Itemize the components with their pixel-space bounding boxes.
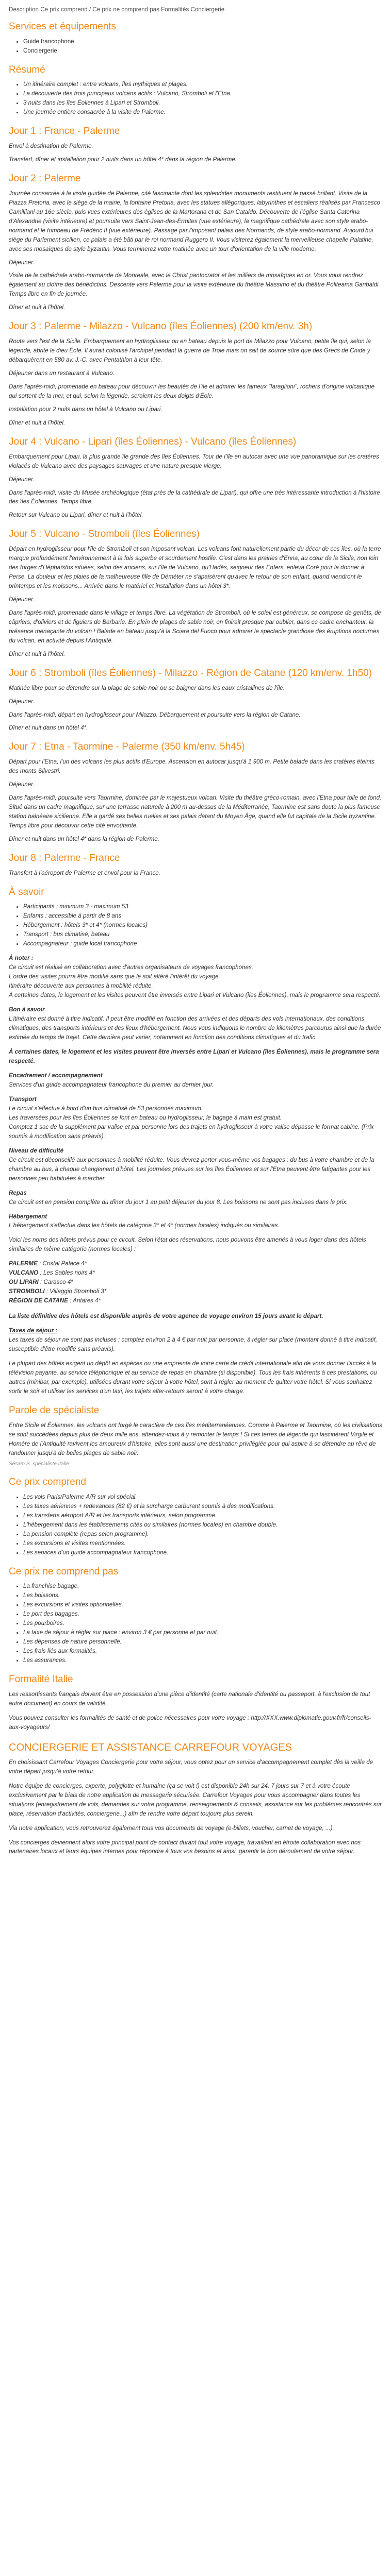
block-paragraph: À certaines dates, le logement et les visites peuvent être inversés entre Lipari et Vulcano (îles Éoliennes), mais le programme sera respecté. [9,1048,379,1064]
day-paragraph: Départ pour l'Etna, l'un des volcans les plus actifs d'Europe. Ascension en autocar jusqu'à 1 900 m. Petite balade dans les cratères éteints des monts Silvestri. [9,758,374,775]
comprend-item: • Les vols Paris/Palerme A/R sur vol spécial. [23,1493,382,1502]
comprend-item: • Les services d'un guide accompagnateur francophone. [23,1548,382,1557]
services-title: Services et équipements [9,21,117,32]
hotel-row: PALERME : Cristal Palace 4* [9,1260,87,1267]
block-paragraph: Ce circuit est réalisé en collaboration avec d'autres organisateurs de voyages francophones. [9,964,253,971]
day-paragraph: Transfert à l'aéroport de Palerme et envol pour la France. [9,869,160,876]
block-paragraph: Ce circuit est en pension complète du dîner du jour 1 au petit déjeuner du jour 8. Les boissons ne sont pas incluses dans le prix. [9,1198,348,1206]
concierge-paragraph: Via notre application, vous retrouverez également tous vos documents de voyage (e-billets, voucher, carnet de voyage, ...). [9,1824,334,1832]
formalite-section [9,1673,382,1732]
block-label: Bon à savoir [9,1006,45,1013]
nec-section [9,1566,382,1665]
nec-item: • La taxe de séjour à régler sur place : environ 3 € par personne et par nuit. [23,1628,382,1637]
savoir-title: À savoir [9,886,44,897]
savoir-section [9,886,382,1396]
day-paragraph: Déjeuner. [9,698,35,705]
block-paragraph: Ce circuit est déconseillé aux personnes à mobilité réduite. Vous devrez porter vous-même vos bagages : du bus à votre chambre et de la chambre au bus, à chaque changement d'hôtel. Les journées prévues sur les îles Éoliennes et sur l'Etna peuvent être fatigantes pour les personnes peu habituées à marcher. [9,1156,374,1182]
hotel-city: OU LIPARI [9,1279,39,1286]
nec-item: • Les boissons. [23,1591,382,1600]
day-paragraph: Route vers l'est de la Sicile. Embarquement en hydroglisseur ou en bateau depuis le port de Milazzo pour Vulcano, petite île qui, selon la légende, abrite le dieu Éole. Il aurait colonisé l'archipel pendant la guerre de Troie mais on sait de source sûre que des Grecs de Cnide y débarquèrent en 580 av. J.-C. avec Pentathlon à leur tête. [9,338,371,364]
day-paragraph: Déjeuner. [9,596,35,603]
day-paragraph: Visite de la cathédrale arabo-normande de Monreale, avec le Christ pantocrator et les milliers de mosaïques en or. Vous vous rendrez également au cloître des bénédictins. Descente vers Palerme pour la visite extérieure du théâtre Massimo et du théâtre Politeama Garibaldi. Temps libre en fin de journée. [9,272,380,298]
day-5-section [9,528,382,658]
day-paragraph: Dans l'après-midi, promenade dans le village et temps libre. La végétation de Stromboli, où le soleil est généreux, se compose de genêts, de câpriers, d'oliviers et de figuiers de Barbarie. En plein de plages de sable noir, on finirait presque par oublier, dans ce cadre enchanteur, la présence menaçante du volcan ! Balade en bateau jusqu'à la Sciara del Fuoco pour admirer le spectacle grandiose des éruptions nocturnes du volcan, en activité depuis l'Antiquité. [9,609,382,644]
day-title: Jour 8 : Palerme - France [9,852,120,863]
block-paragraph: À certaines dates, le logement et les visites peuvent être inversés entre Lipari et Vulcano (îles Éoliennes), mais le programme sera respecté. [9,992,381,999]
block-paragraph: Itinéraire découverte aux personnes à mobilité réduite. [9,982,153,990]
day-paragraph: Matinée libre pour se détendre sur la plage de sable noir ou se baigner dans les eaux cristallines de l'île. [9,684,285,691]
hotel-city: VULCANO [9,1269,39,1277]
day-6-section [9,667,382,733]
comprend-list [9,1493,382,1557]
day-paragraph: Dans l'après-midi, promenade en bateau pour découvrir les beautés de l'île et admirer les fameux "faraglioni", rochers d'origine volcanique qui sortent de la mer, et qui, selon la légende, seraient les deux doigts d'Éole. [9,383,374,399]
resume-title: Résumé [9,64,45,75]
services-item: • Conciergerie [23,46,382,56]
block-paragraph: L'ordre des visites pourra être modifié sans que le soit altéré l'intérêt du voyage. [9,973,220,980]
resume-list [9,80,382,117]
services-item: • Guide francophone [23,37,382,46]
taxes-label: Taxes de séjour : [9,1327,58,1334]
day-paragraph: Dîner et nuit dans un hôtel 4* dans la région de Palerme. [9,835,159,842]
hotel-name: Cristal Palace 4* [42,1260,87,1267]
resume-section [9,64,382,117]
concierge-section [9,1741,382,1857]
day-3-section [9,320,382,428]
day-paragraph: Transfert, dîner et installation pour 2 nuits dans un hôtel 4* dans la région de Palerme. [9,156,237,163]
hotel-name: Carasco 4* [43,1279,73,1286]
nec-item: • Les pourboires. [23,1619,382,1628]
nec-item: • Les assurances. [23,1656,382,1665]
parole-section [9,1404,382,1468]
block-paragraph: L'hébergement s'effectue dans les hôtels de catégorie 3* et 4* (normes locales) indiqués ou similaires. [9,1222,280,1229]
savoir-item: • Accompagnateur : guide local francophone [23,939,382,948]
day-paragraph: Dîner et nuit dans un hôtel 4*. [9,724,88,732]
day-8-section [9,852,382,878]
hotel-row: RÉGION DE CATANE : Antares 4* [9,1297,101,1304]
day-paragraph: Déjeuner. [9,781,35,788]
savoir-item: • Enfants : accessible à partir de 8 ans [23,911,382,921]
concierge-paragraph: Notre équipe de concierges, experte, polyglotte et humaine (ça se voit !) est disponible 24h sur 24, 7 jours sur 7 et à votre écoute exclusivement par le biais de notre application de messagerie sécurisée. Carrefour Voyages pour vous accompagner dans toutes les situations (enregistrement de vols, demandes sur votre programme, renseignements & conseils, assistance sur les problèmes rencontrés sur place, réservation d'activités, conciergerie...) afin de rendre votre départ toujours plus serein. [9,1782,382,1817]
nec-list [9,1582,382,1665]
savoir-item: • Transport : bus climatisé, bateau [23,930,382,939]
savoir-item: • Participants : minimum 3 - maximum 53 [23,902,382,911]
day-4-section [9,436,382,520]
day-paragraph: Dans l'après-midi, visite du Musée archéologique (état près de la cathédrale de Lipari), qui offre une très intéressante introduction à l'histoire des îles Éoliennes. Temps libre. [9,489,380,505]
day-paragraph: Départ en hydroglisseur pour l'île de Stromboli et son imposant volcan. Les volcans font naturellement partie du décor de ces îles, où la terre marque profondément l'environnement à la fois superbe et sourdement hostile. C'est dans les prairies d'Enna, au cœur de la Sicile, non loin des forges d'Héphaïstos situées, selon des anciens, sur l'île de Vulcano, qu'Hadès, seigneur des Enfers, enleva Coré pour la donner à Perse. La douleur et les plaies de la malheureuse fille de Déméter ne s'apaisèrent qu'avec le retour de son enfant, quand viendront le printemps et les moissons... Arrivée dans le matériel et installation dans un hôtel 3*. [9,546,381,590]
day-paragraph: Dans l'après-midi, départ en hydroglisseur pour Milazzo. Débarquement et poursuite vers la région de Catane. [9,711,301,718]
formalite-paragraph: Vous pouvez consulter les formalités de santé et de police nécessaires pour votre voyage : http://XXX.www.diplomatie.gouv.fr/fr/conseils-aux-voyageurs/ [9,1714,371,1731]
hotel-city: RÉGION DE CATANE [9,1297,68,1304]
day-title: Jour 7 : Etna - Taormine - Palerme (350 km/env. 5h45) [9,741,245,753]
comprend-item: • L'hébergement dans les établissements cités ou similaires (normes locales) en chambre double. [23,1520,382,1530]
day-title: Jour 5 : Vulcano - Stromboli (îles Éoliennes) [9,529,200,540]
comprend-title: Ce prix comprend [9,1477,86,1488]
resume-item: • 3 nuits dans les îles Éoliennes à Lipari et Stromboli. [23,98,382,108]
services-list [9,37,382,56]
parole-title: Parole de spécialiste [9,1404,100,1416]
services-section [9,21,382,56]
hotel-name: Les Sables noirs 4* [43,1269,95,1277]
comprend-item: • Les excursions et visites mentionnées. [23,1539,382,1548]
concierge-paragraph: Vos concierges deviennent alors votre principal point de contact durant tout votre voyage, travaillant en étroite collaboration avec nos partenaires locaux et leurs équipes internes pour répondre à tous vos besoins et ainsi, garantir le bon déroulement de votre séjour. [9,1839,361,1855]
day-paragraph: Envol à destination de Palerme. [9,143,93,150]
day-title: Jour 3 : Palerme - Milazzo - Vulcano (îles Éoliennes) (200 km/env. 3h) [9,321,313,332]
hotel-row: OU LIPARI : Carasco 4* [9,1279,73,1286]
day-paragraph: Retour sur Vulcano ou Lipari, dîner et nuit à l'hôtel. [9,512,143,519]
hotel-city: PALERME [9,1260,38,1267]
day-paragraph: Déjeuner. [9,476,35,483]
nec-item: • Les dépenses de nature personnelle. [23,1637,382,1647]
parole-text: Entre Sicile et Éoliennes, les volcans ont forgé le caractère de ces îles méditerranéennes. Comme à Palerme et Taormine, où les civilisations se sont succédées depuis plus de deux mille ans, attendez-vous à y remonter le temps ! Si ces terres de légende qui fascinèrent Virgile et Homère de l'Antiquité ravivent les amoureux d'histoire, elles sont aussi une destination privilégiée pour qui aspire à se détendre au rêve de randonner jusqu'à de belles plages de sable noir. [9,1421,382,1456]
day-2-section [9,173,382,312]
day-paragraph: Dans l'après-midi, poursuite vers Taormine, dominée par le majestueux volcan. Visite du théâtre gréco-romain, avec l'Etna pour toile de fond. Situé dans un cadre magnifique, sur une terrasse naturelle à 200 m au-dessus de la Méditerranée, Taormine est sans doute la plus fameuse station balnéaire sicilienne. Elle a gardé ses belles ruelles et ses palais datant du Moyen Âge, quand elle fut capitale de la Sicile byzantine. Temps libre pour découvrir cette cité envoûtante. [9,794,382,829]
concierge-title: CONCIERGERIE ET ASSISTANCE CARREFOUR VOYAGES [9,1741,292,1753]
resume-item: • Une journée entière consacrée à la visite de Palerme. [23,108,382,117]
block-paragraph: Comptez 1 sac de la supplément par valise et par personne lors des trajets en hydroglisseur à votre valise dépasse le format cabine. (Prix soumis à modification sans préavis). [9,1123,374,1140]
tab-navigation-text: Description Ce prix comprend / Ce prix ne comprend pas Formalités Conciergerie [9,6,225,13]
block-label: Encadrement / accompagnement [9,1072,103,1079]
day-paragraph: Installation pour 2 nuits dans un hôtel à Vulcano ou Lipari. [9,405,162,413]
resume-item: • La découverte des trois principaux volcans actifs : Vulcano, Stromboli et l'Etna. [23,89,382,98]
day-1-section [9,125,382,164]
day-paragraph: Déjeuner dans un restaurant à Vulcano. [9,370,115,377]
taxes-paragraph: Le plupart des hôtels exigent un dépôt en espèces ou une empreinte de votre carte de crédit internationale afin de vous donner l'accès à la télévision payante, au service téléphonique et au service de repas en chambre (si disponible). Tous les frais inhérents à ces prestations, ou autres (minibar, par exemple), utilisées durant votre séjour à votre hôtel, sont à régler au moment de quitter votre hôtel. Si vous souhaitez sortir le soir et utiliser les services d'un taxi, les trajets alter-retours seront à votre charge. [9,1360,377,1395]
block-label: Hébergement [9,1213,47,1220]
day-paragraph: Dîner et nuit à l'hôtel. [9,304,66,311]
block-label: Transport [9,1095,37,1103]
day-paragraph: Déjeuner. [9,259,35,266]
block-paragraph: Le circuit s'effectue à bord d'un bus climatisé de 53 personnes maximum. [9,1105,203,1112]
block-paragraph: Voici les noms des hôtels prévus pour ce circuit. Selon l'état des réservations, nous pouvons être amenés à vous loger dans des hôtels similaires de même catégorie (normes locales) : [9,1236,366,1253]
hotels-note: La liste définitive des hôtels est disponible auprès de votre agence de voyage environ 15 jours avant le départ. [9,1313,323,1320]
resume-item: • Un itinéraire complet : entre volcans, îles mythiques et plages. [23,80,382,89]
day-paragraph: Journée consacrée à la visite guidée de Palerme, cité fascinante dont les splendides monuments restituent le passé brillant. Visite de la Piazza Pretoria, avec le siège de la mairie, la fontaine Pretoria, avec les statues allégoriques, labyrinthes et escaliers réalisés par Francesco Camilliani au 16e siècle, puis vues extérieures des églises de la Martorana et de San Cataldo. Découverte de l'église Santa Caterina d'Alexandrie (visite intérieure) et poursuite vers Saint-Jean-des-Ermites (vue extérieure), la magnifique cathédrale avec son style arabo-normand et le tombeau de Frédéric II (vue extérieure). Passage par l'imposant palais des Normands, de style arabo-normand. Aujourd'hui siège du Parlement sicilien, ce palais a été bâti par le roi normand Ruggero II. Vous visiterez également la merveilleuse chapelle Palatine, avec ses mosaïques de style byzantin. Vous terminerez votre matinée avec un tour d'orientation de la ville moderne. [9,190,380,252]
nec-title: Ce prix ne comprend pas [9,1566,119,1577]
day-paragraph: Dîner et nuit à l'hôtel. [9,650,66,657]
hotel-city: STROMBOLI [9,1288,45,1295]
savoir-item: • Hébergement : hôtels 3* et 4* (normes locales) [23,921,382,930]
hotel-row: VULCANO : Les Sables noirs 4* [9,1269,95,1277]
day-7-section [9,741,382,844]
concierge-paragraph: En choisissant Carrefour Voyages Conciergerie pour votre séjour, vous optez pour un service d'accompagnement complet dès la veille de votre départ jusqu'à votre retour. [9,1758,373,1775]
day-paragraph: Embarquement pour Lipari, la plus grande île grande des îles Éoliennes. Tour de l'île en autocar avec une vue panoramique sur les cratères violacés de Vulcano avec des paysages sauvages et une nature presque vierge. [9,453,379,469]
comprend-item: • La pension complète (repas selon programme). [23,1530,382,1539]
block-paragraph: Les traversées pour les îles Éoliennes se font en bateau ou hydroglisseur, le bagage à main est gratuit. [9,1114,282,1121]
block-label: À noter : [9,955,34,962]
day-paragraph: Dîner et nuit à l'hôtel. [9,419,66,426]
block-paragraph: Services d'un guide accompagnateur francophone du premier au dernier jour. [9,1081,214,1088]
comprend-item: • Les taxes aériennes + redevances (82 €) et la surcharge carburant soumis à des modifications. [23,1502,382,1511]
day-title: Jour 1 : France - Palerme [9,126,120,137]
nec-item: • Le port des bagages. [23,1609,382,1619]
parole-caption: Sésam S. spécialiste Italie [9,1461,69,1467]
nec-item: • Les frais liés aux formalités. [23,1647,382,1656]
comprend-section [9,1476,382,1557]
hotel-list [9,1259,382,1306]
savoir-list [9,902,382,948]
block-label: Repas [9,1189,27,1196]
formalite-paragraph: Les ressortissants français doivent être en possession d'une pièce d'identité (carte nationale d'identité ou passeport, à l'exclusion de tout autre document) en cours de validité. [9,1690,370,1707]
comprend-item: • Les transferts aéroport A/R et les transports intérieurs, selon programme. [23,1511,382,1520]
day-title: Jour 2 : Palerme [9,173,81,184]
hotel-name: Antares 4* [73,1297,101,1304]
formalite-title: Formalité Italie [9,1674,73,1685]
hotel-name: Villaggio Stromboli 3* [50,1288,107,1295]
hotel-row: STROMBOLI : Villaggio Stromboli 3* [9,1288,107,1295]
block-paragraph: L'itinéraire est donné à titre indicatif. Il peut être modifié en fonction des arrivées et des départs des vols internationaux, des conditions climatiques, des transports intérieurs et des lieux d'hébergement. Nous vous indiquons le nombre de kilomètres parcourus ainsi que la durée estimée du temps de trajet. Cette dernière peut varier, notamment en fonction des conditions climatiques et du trafic. [9,1015,381,1041]
nec-item: • Les excursions et visites optionnelles. [23,1600,382,1609]
day-title: Jour 6 : Stromboli (îles Éoliennes) - Milazzo - Région de Catane (120 km/env. 1h50) [9,667,372,679]
day-title: Jour 4 : Vulcano - Lipari (îles Éoliennes) - Vulcano (îles Éoliennes) [9,436,297,447]
block-label: Niveau de difficulté [9,1147,64,1154]
taxes-paragraph: Les taxes de séjour ne sont pas incluses : comptez environ 2 à 4 € par nuit par personne, à régler sur place (montant donné à titre indicatif, susceptible d'être modifié sans préavis). [9,1336,378,1353]
nec-item: • La franchise bagage. [23,1582,382,1591]
